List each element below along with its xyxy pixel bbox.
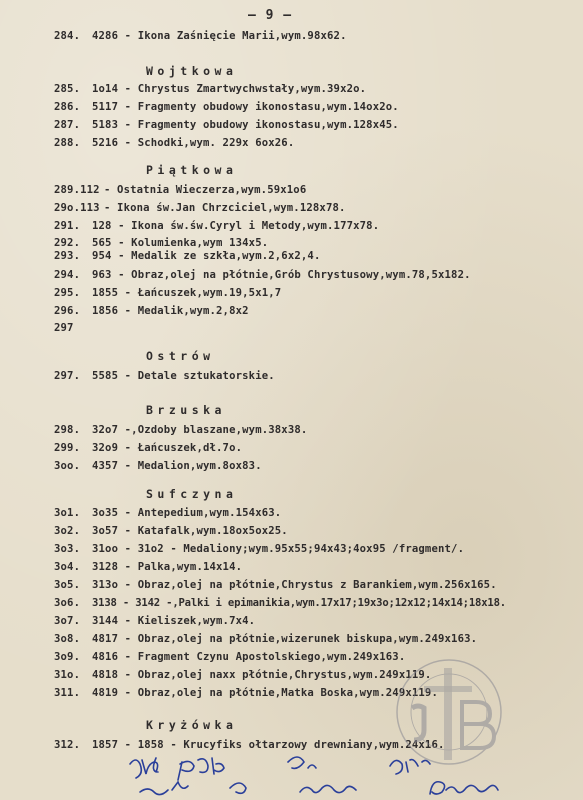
entry-number: 299.	[54, 442, 81, 454]
entry-text: 31oo - 31o2 - Medaliony;wym.95x55;94x43;4ox95 /fragment/.	[92, 543, 465, 555]
entry-number: 3o3.	[54, 543, 81, 555]
entry-number: 3o1.	[54, 507, 81, 519]
entry-number: 3o2.	[54, 525, 81, 537]
entry-number: 293.	[54, 250, 81, 262]
entry-text: - Ikona św.Jan Chrzciciel,wym.128x78.	[104, 202, 346, 214]
section-heading: Ostrów	[146, 349, 215, 363]
entry-text: 1855 - Łańcuszek,wym.19,5x1,7	[92, 287, 282, 299]
section-heading: Kryżówka	[146, 718, 238, 732]
entry-text: 1856 - Medalik,wym.2,8x2	[92, 305, 249, 317]
entry-text: 5585 - Detale sztukatorskie.	[92, 370, 275, 382]
entry-number: 294.	[54, 269, 81, 281]
section-heading: Brzuska	[146, 403, 226, 417]
entry-text: 3o35 - Antepedium,wym.154x63.	[92, 507, 282, 519]
entry-number: 297	[54, 322, 74, 334]
entry-number: 292.	[54, 237, 81, 249]
entry-text: 32o7 -,Ozdoby blaszane,wym.38x38.	[92, 424, 308, 436]
entry-number: 286.	[54, 101, 81, 113]
entry-text: 1o14 - Chrystus Zmartwychwstały,wym.39x2o.	[92, 83, 367, 95]
entry-text: 4817 - Obraz,olej na płótnie,wizerunek biskupa,wym.249x163.	[92, 633, 478, 645]
entry-number: 285.	[54, 83, 81, 95]
entry-text: 963 - Obraz,olej na płótnie,Grób Chrystusowy,wym.78,5x182.	[92, 269, 471, 281]
entry-number: 296.	[54, 305, 81, 317]
entry-text: 5117 - Fragmenty obudowy ikonostasu,wym.14ox2o.	[92, 101, 399, 113]
entry-number: 311.	[54, 687, 81, 699]
entry-text: 3138 - 3142 -,Palki i epimanikia,wym.17x17;19x3o;12x12;14x14;18x18.	[92, 597, 506, 609]
entry-text: 565 - Kolumienka,wym 134x5.	[92, 237, 269, 249]
entry-number: 29o.113	[54, 202, 100, 214]
entry-text: 4818 - Obraz,olej naxx płótnie,Chrystus,wym.249x119.	[92, 669, 432, 681]
entry-text: 3144 - Kieliszek,wym.7x4.	[92, 615, 256, 627]
entry-text: 4286 - Ikona Zaśnięcie Marii,wym.98x62.	[92, 30, 347, 42]
entry-text: 3128 - Palka,wym.14x14.	[92, 561, 243, 573]
entry-number: 3o9.	[54, 651, 81, 663]
entry-number: 288.	[54, 137, 81, 149]
section-heading: Wojtkowa	[146, 64, 238, 78]
entry-text: 4819 - Obraz,olej na płótnie,Matka Boska,wym.249x119.	[92, 687, 438, 699]
entry-number: 3oo.	[54, 460, 81, 472]
entry-number: 3o5.	[54, 579, 81, 591]
entry-text: 5183 - Fragmenty obudowy ikonostasu,wym.128x45.	[92, 119, 399, 131]
entry-number: 284.	[54, 30, 81, 42]
entry-number: 297.	[54, 370, 81, 382]
entry-text: 4357 - Medalion,wym.8ox83.	[92, 460, 262, 472]
entry-number: 291.	[54, 220, 81, 232]
entry-text: 32o9 - Łańcuszek,dł.7o.	[92, 442, 243, 454]
entry-number: 289.112	[54, 184, 100, 196]
entry-text: - Ostatnia Wieczerza,wym.59x1o6	[104, 184, 307, 196]
entry-number: 3o8.	[54, 633, 81, 645]
section-heading: Piątkowa	[146, 163, 238, 177]
entry-number: 312.	[54, 739, 81, 751]
entry-number: 3o4.	[54, 561, 81, 573]
signatures-icon	[0, 752, 583, 800]
entry-text: 5216 - Schodki,wym. 229x 6ox26.	[92, 137, 295, 149]
entry-number: 31o.	[54, 669, 81, 681]
entry-number: 298.	[54, 424, 81, 436]
entry-text: 1857 - 1858 - Krucyfiks ołtarzowy drewniany,wym.24x16.	[92, 739, 445, 751]
entry-number: 295.	[54, 287, 81, 299]
entry-number: 3o6.	[54, 597, 81, 609]
section-heading: Sufczyna	[146, 487, 238, 501]
entry-number: 287.	[54, 119, 81, 131]
entry-text: 128 - Ikona św.św.Cyryl i Metody,wym.177x78.	[92, 220, 380, 232]
entry-text: 4816 - Fragment Czynu Apostolskiego,wym.249x163.	[92, 651, 406, 663]
entry-text: 313o - Obraz,olej na płótnie,Chrystus z Barankiem,wym.256x165.	[92, 579, 497, 591]
entry-text: 954 - Medalik ze szkła,wym.2,6x2,4.	[92, 250, 321, 262]
entry-number: 3o7.	[54, 615, 81, 627]
entry-text: 3o57 - Katafalk,wym.18ox5ox25.	[92, 525, 288, 537]
page-number: — 9 —	[248, 8, 293, 23]
